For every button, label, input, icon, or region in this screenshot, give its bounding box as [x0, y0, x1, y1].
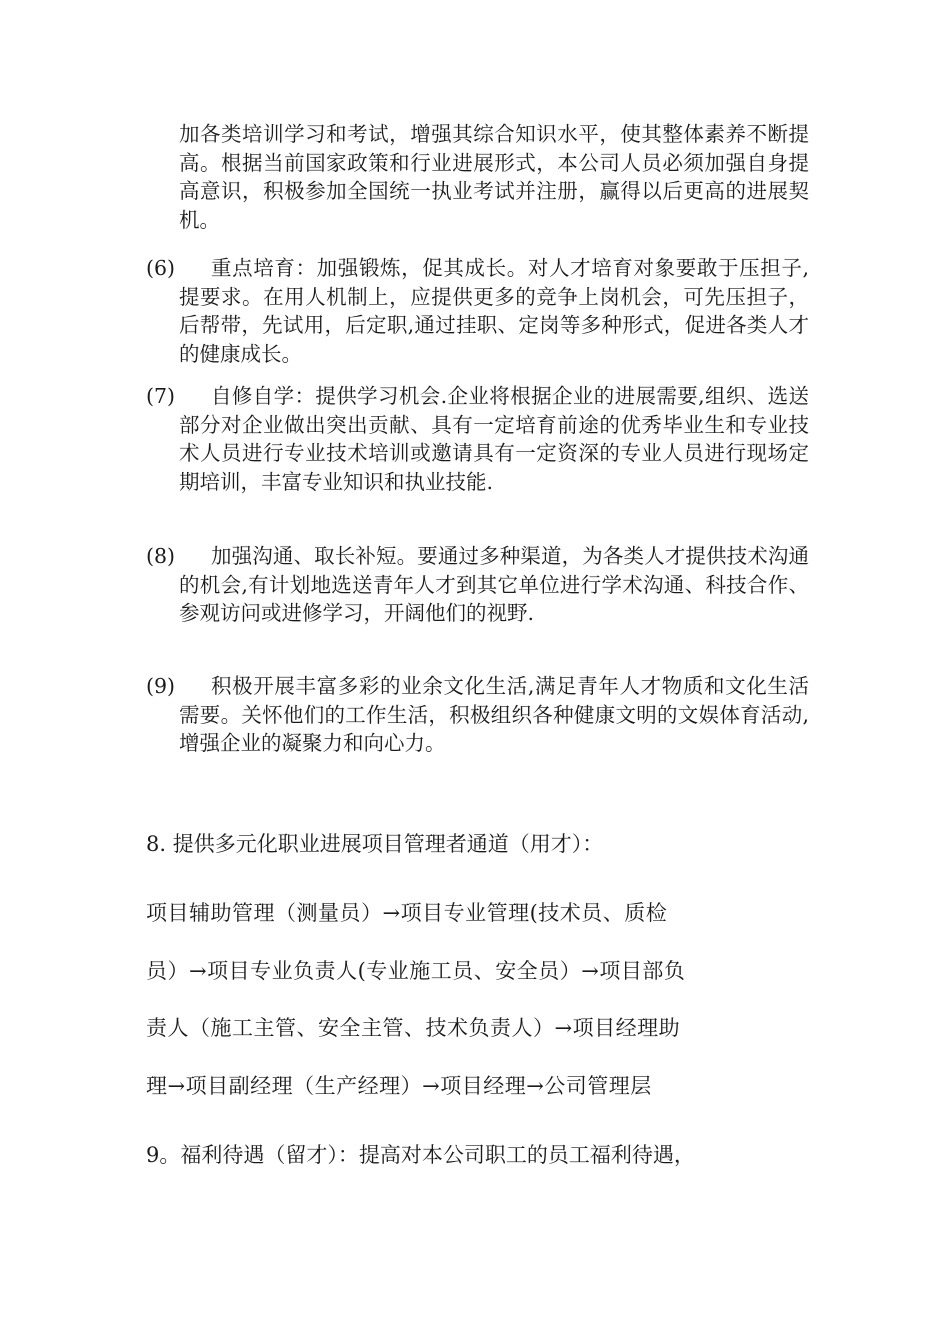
career-path-line: 责人（施工主管、安全主管、技术负责人）→项目经理助 [146, 1016, 681, 1040]
item-number-9: (9) [146, 674, 176, 698]
item-text-7: 自修自学：提供学习机会.企业将根据企业的进展需要,组织、选送部分对企业做出突出贡献、具有一定培育前途的优秀毕业生和专业技术人员进行专业技术培训或邀请具有一定资深的专业人员进行现场定期培训，丰富专业知识和执业技能. [179, 384, 809, 494]
item-text-9: 积极开展丰富多彩的业余文化生活,满足青年人才物质和文化生活需要。关怀他们的工作生活，积极组织各种健康文明的文娱体育活动,增强企业的凝聚力和向心力。 [179, 674, 809, 755]
section-9-heading: 9。福利待遇（留才）：提高对本公司职工的员工福利待遇， [146, 1143, 695, 1167]
career-path-flow [146, 885, 810, 1115]
item-number-6: (6) [146, 256, 176, 280]
item-number-8: (8) [146, 544, 176, 568]
section-8-heading: 8. 提供多元化职业进展项目管理者通道（用才）： [146, 832, 604, 856]
career-path-line: 理→项目副经理（生产经理）→项目经理→公司管理层 [146, 1073, 652, 1098]
item-text-8: 加强沟通、取长补短。要通过多种渠道，为各类人才提供技术沟通的机会,有计划地选送青年人才到其它单位进行学术沟通、科技合作、参观访问或进修学习，开阔他们的视野. [179, 544, 809, 625]
continuation-paragraph: 加各类培训学习和考试，增强其综合知识水平，使其整体素养不断提高。根据当前国家政策和行业进展形式，本公司人员必须加强自身提高意识，积极参加全国统一执业考试并注册，赢得以后更高的进展契机。 [179, 122, 809, 232]
item-text-6: 重点培育：加强锻炼，促其成长。对人才培育对象要敢于压担子,提要求。在用人机制上，应提供更多的竞争上岗机会，可先压担子，后帮带，先试用，后定职,通过挂职、定岗等多种形式，促进各类人才的健康成长。 [179, 256, 809, 366]
item-number-7: (7) [146, 384, 176, 408]
career-path-line: 项目辅助管理（测量员）→项目专业管理(技术员、质检 [146, 901, 668, 925]
career-path-line: 员）→项目专业负责人(专业施工员、安全员）→项目部负 [146, 958, 686, 983]
